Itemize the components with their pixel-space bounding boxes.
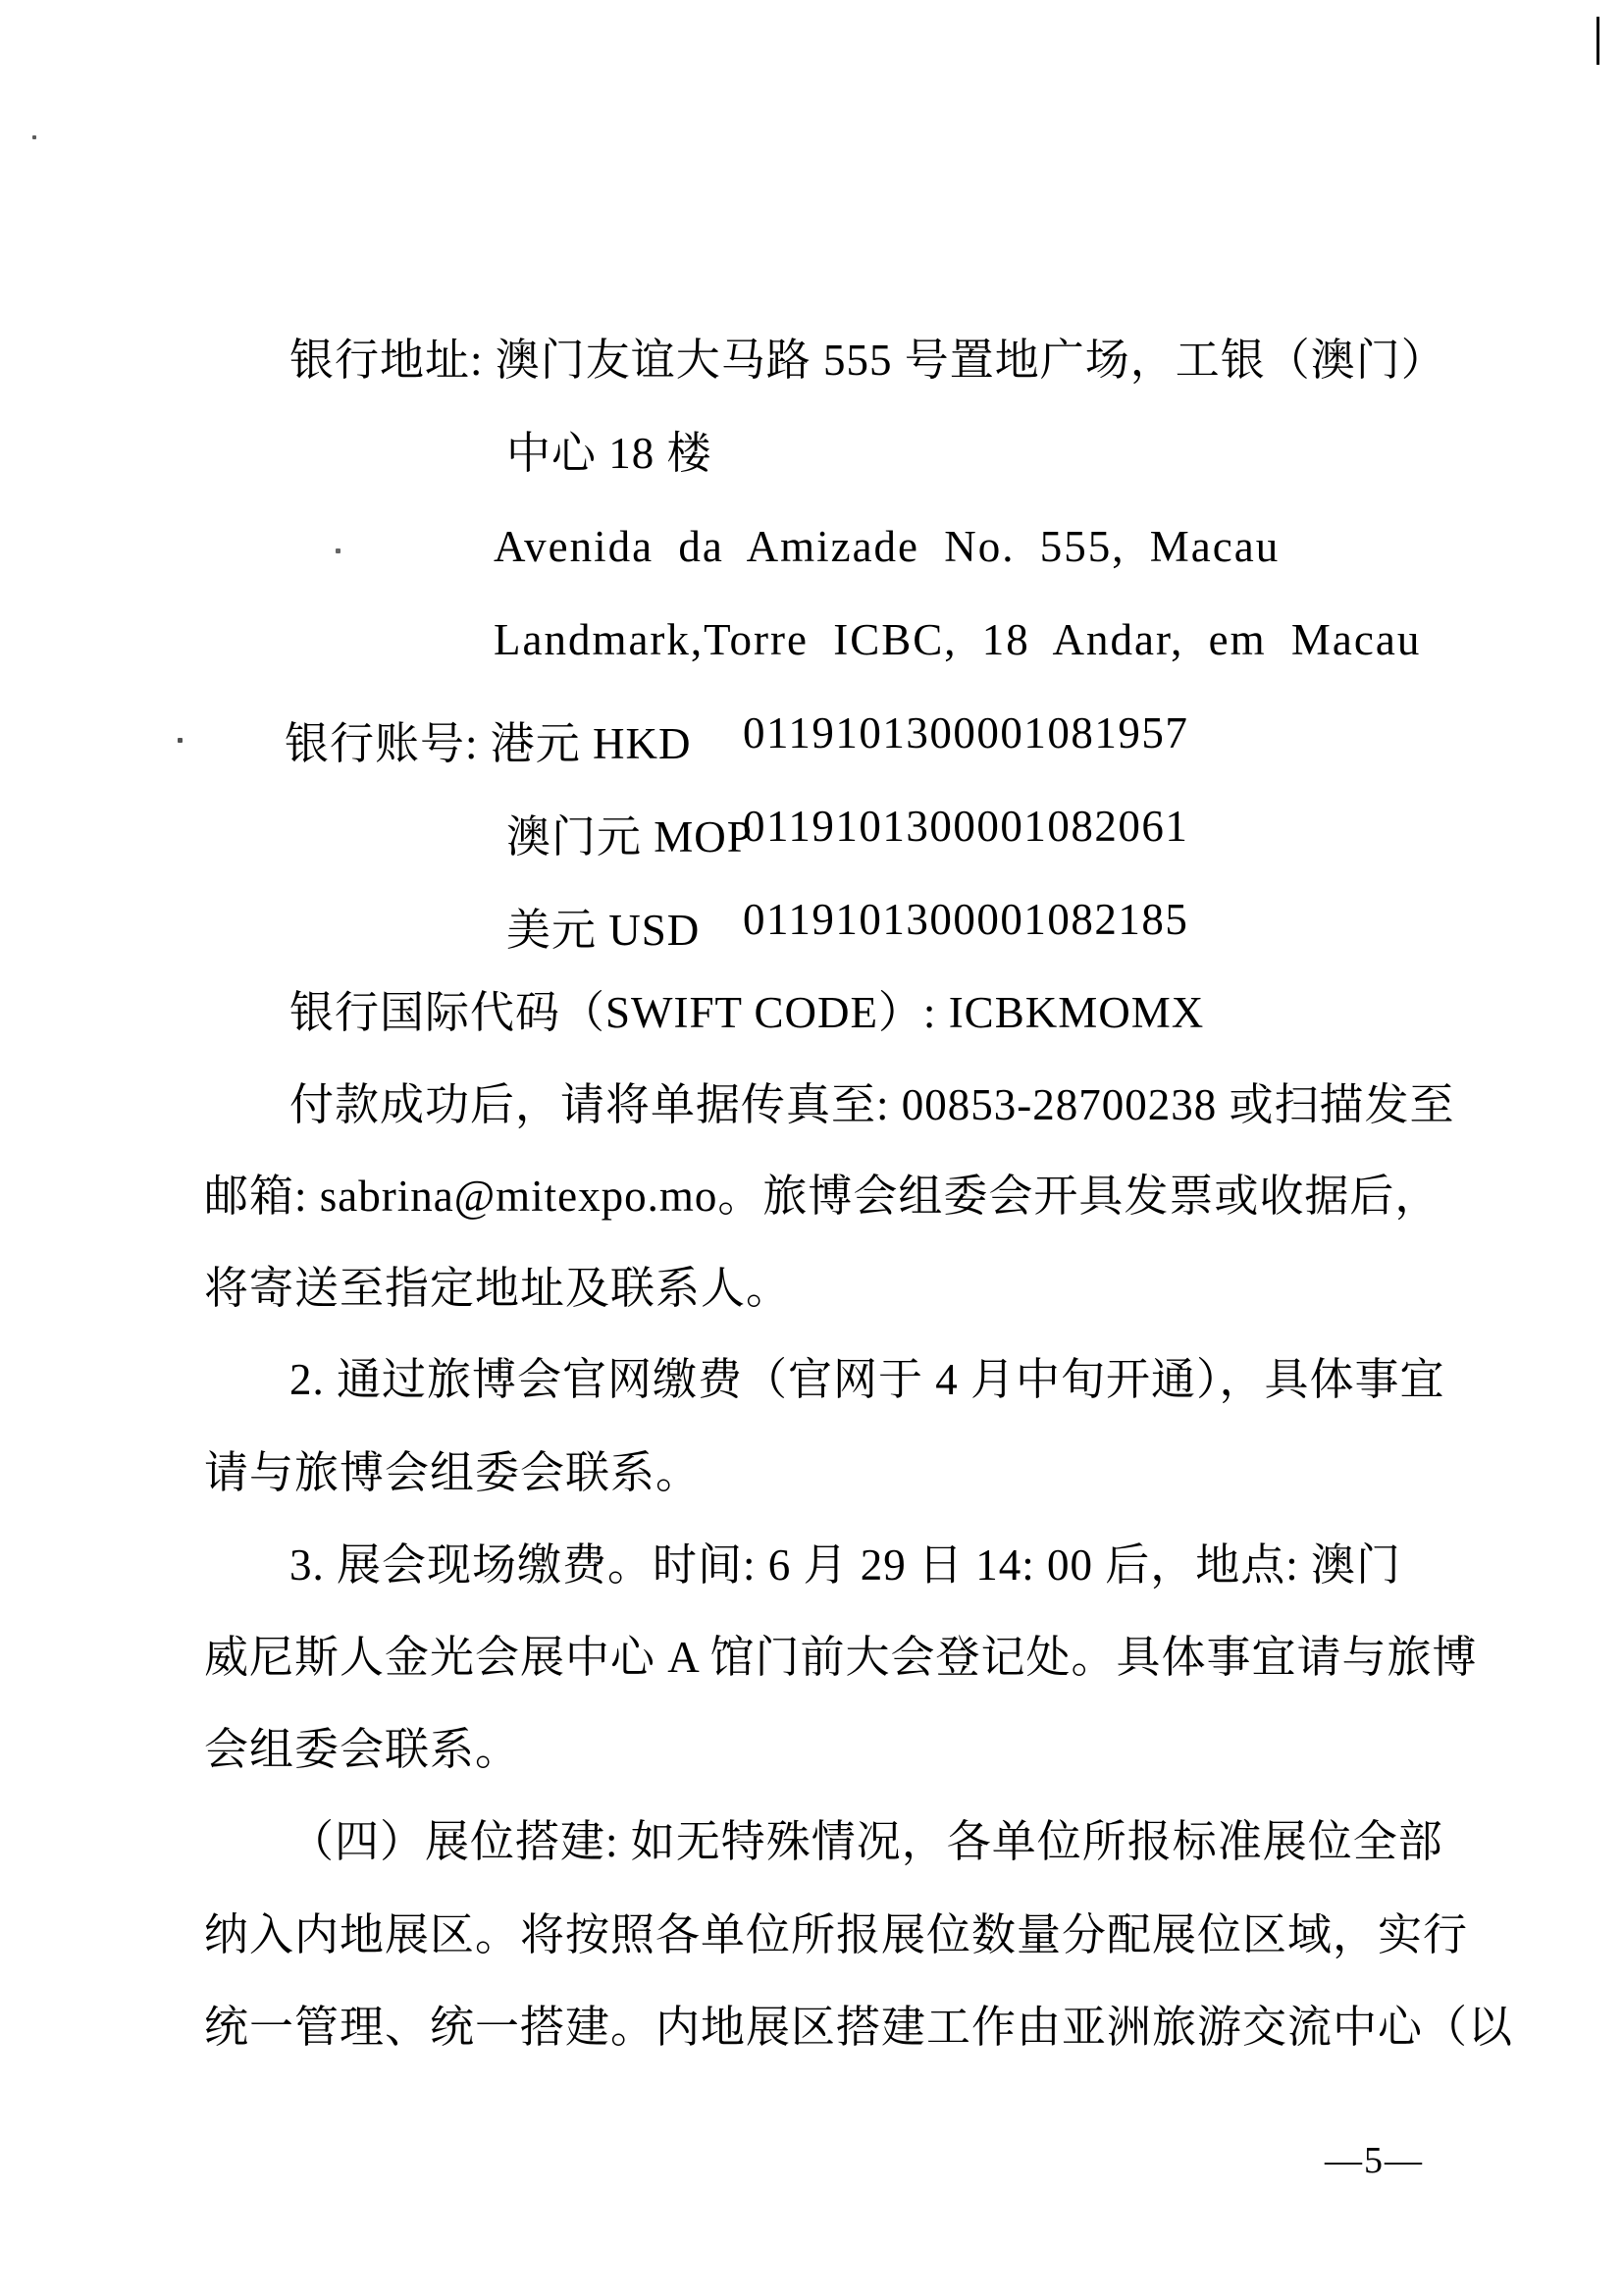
payment-mailing-line: 将寄送至指定地址及联系人。 bbox=[204, 1264, 792, 1313]
page-number: —5— bbox=[1325, 2140, 1424, 2181]
bank-account-hkd-label: 银行账号: 港元 HKD bbox=[285, 719, 692, 768]
scan-mark-vertical-line bbox=[1597, 17, 1599, 65]
mop-account-number: 0119101300001082061 bbox=[743, 802, 1189, 851]
payment-method-3-cont-line-2: 会组委会联系。 bbox=[204, 1725, 521, 1774]
payment-email-line: 邮箱: sabrina@mitexpo.mo。旅博会组委会开具发票或收据后， bbox=[204, 1172, 1440, 1221]
usd-account-number: 0119101300001082185 bbox=[743, 895, 1189, 944]
bank-account-hkd-line bbox=[0, 707, 1623, 768]
payment-method-2-cont-line: 请与旅博会组委会联系。 bbox=[204, 1448, 702, 1497]
payment-method-3-line: 3. 展会现场缴费。时间: 6 月 29 日 14: 00 后，地点: 澳门 bbox=[289, 1540, 1402, 1590]
bank-address-latin-line-1: Avenida da Amizade No. 555, Macau bbox=[494, 522, 1281, 571]
bank-account-mop-label: 澳门元 MOP bbox=[506, 812, 753, 861]
payment-fax-line: 付款成功后，请将单据传真至: 00853-28700238 或扫描发至 bbox=[289, 1080, 1455, 1129]
scan-speck-1 bbox=[32, 135, 36, 139]
booth-construction-line-2: 纳入内地展区。将按照各单位所报展位数量分配展位区域，实行 bbox=[204, 1910, 1469, 1959]
payment-method-2-line: 2. 通过旅博会官网缴费（官网于 4 月中旬开通），具体事宜 bbox=[289, 1355, 1445, 1404]
scan-speck-2 bbox=[336, 548, 340, 553]
bank-address-label-line: 银行地址: 澳门友谊大马路 555 号置地广场，工银（澳门） bbox=[289, 336, 1446, 385]
swift-code-line: 银行国际代码（SWIFT CODE）: ICBKMOMX bbox=[289, 988, 1205, 1037]
bank-account-usd-label: 美元 USD bbox=[506, 906, 701, 955]
payment-method-3-cont-line-1: 威尼斯人金光会展中心 A 馆门前大会登记处。具体事宜请与旅博 bbox=[204, 1633, 1478, 1682]
bank-account-usd-line bbox=[0, 894, 1623, 955]
booth-construction-line-3: 统一管理、统一搭建。内地展区搭建工作由亚洲旅游交流中心（以 bbox=[204, 2003, 1514, 2052]
bank-address-cont-line: 中心 18 楼 bbox=[506, 429, 712, 478]
bank-account-mop-line bbox=[0, 801, 1623, 861]
bank-address-latin-line-2: Landmark,Torre ICBC, 18 Andar, em Macau bbox=[494, 615, 1422, 664]
booth-construction-line-1: （四）展位搭建: 如无特殊情况，各单位所报标准展位全部 bbox=[289, 1817, 1443, 1866]
hkd-account-number: 0119101300001081957 bbox=[743, 708, 1189, 757]
